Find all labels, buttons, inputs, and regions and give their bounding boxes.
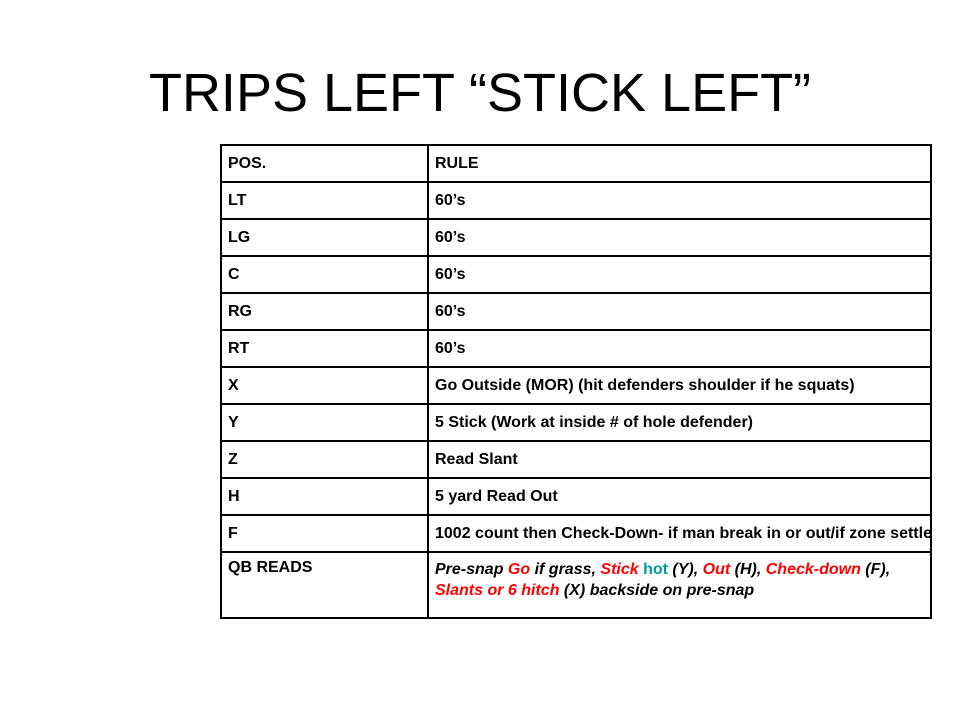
table-row <box>221 478 931 515</box>
row-rule: Read Slant <box>428 441 931 478</box>
qb-slants: Slants or 6 hitch <box>435 582 560 599</box>
page-title: TRIPS LEFT “STICK LEFT” <box>148 63 812 123</box>
row-pos: Y <box>221 404 428 441</box>
row-rule: 60’s <box>428 293 931 330</box>
qb-text: (H), <box>730 561 766 578</box>
row-rule: 60’s <box>428 256 931 293</box>
row-rule: 60’s <box>428 182 931 219</box>
qb-go: Go <box>507 561 531 578</box>
table-row <box>221 256 931 293</box>
table-row <box>221 515 931 552</box>
qb-reads-pos: QB READS <box>221 552 428 618</box>
row-pos: X <box>221 367 428 404</box>
table-row <box>221 441 931 478</box>
row-pos: F <box>221 515 428 552</box>
row-rule: Go Outside (MOR) (hit defenders shoulder if he squats) <box>428 367 931 404</box>
qb-stick: Stick <box>600 561 639 578</box>
row-pos: H <box>221 478 428 515</box>
header-pos: POS. <box>221 145 428 182</box>
table-row <box>221 219 931 256</box>
row-rule: 1002 count then Check-Down- if man break in or out/if zone settle <box>428 515 931 552</box>
row-pos: RT <box>221 330 428 367</box>
header-rule: RULE <box>428 145 931 182</box>
row-pos: Z <box>221 441 428 478</box>
qb-text: (F), <box>860 561 891 578</box>
row-pos: LT <box>221 182 428 219</box>
row-rule: 5 Stick (Work at inside # of hole defender) <box>428 404 931 441</box>
row-pos: LG <box>221 219 428 256</box>
table-row <box>221 182 931 219</box>
qb-out: Out <box>702 561 731 578</box>
qb-text: (Y), <box>667 561 703 578</box>
qb-text: Pre-snap <box>435 561 508 578</box>
table-row <box>221 404 931 441</box>
table-header-row <box>221 145 931 182</box>
row-rule: 60’s <box>428 219 931 256</box>
qb-reads-row <box>221 552 931 618</box>
row-pos: RG <box>221 293 428 330</box>
play-rules-table <box>220 144 932 619</box>
qb-text: (X) backside on pre-snap <box>559 582 755 599</box>
row-rule: 5 yard Read Out <box>428 478 931 515</box>
qb-reads-rule <box>428 552 931 618</box>
qb-checkdown: Check-down <box>765 561 861 578</box>
table-row <box>221 330 931 367</box>
qb-text: if grass, <box>530 561 601 578</box>
qb-hot: hot <box>643 561 668 578</box>
row-rule: 60’s <box>428 330 931 367</box>
table-row <box>221 293 931 330</box>
row-pos: C <box>221 256 428 293</box>
table-row <box>221 367 931 404</box>
